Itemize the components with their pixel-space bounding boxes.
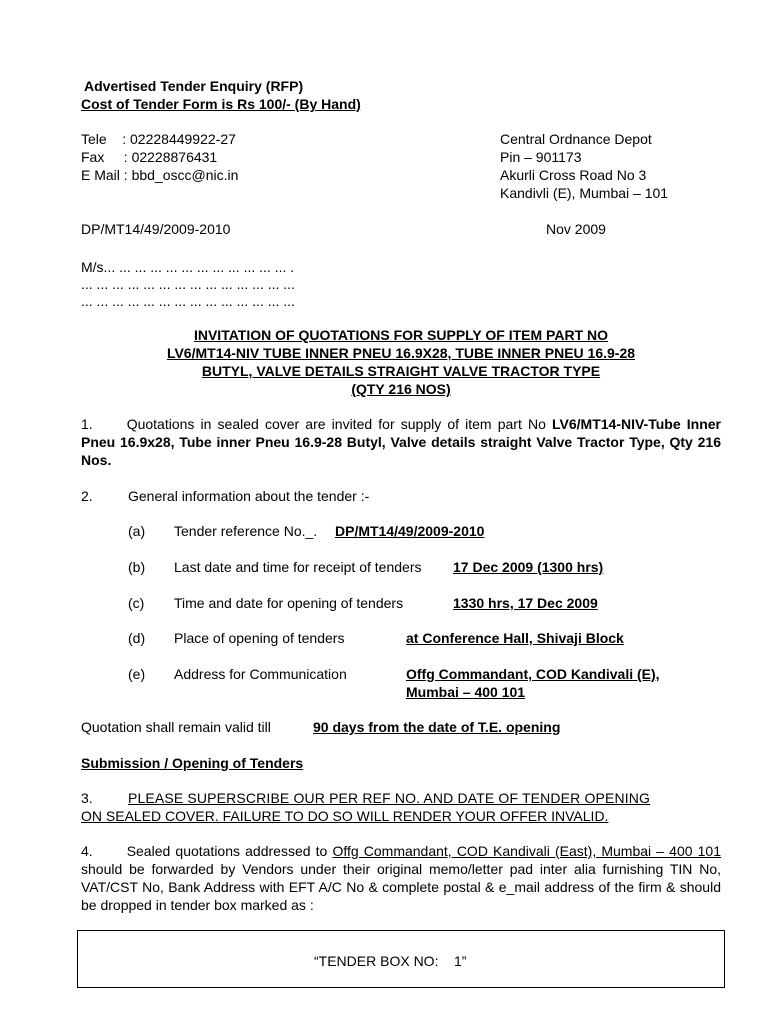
paragraph-3-number: 3.: [81, 790, 93, 806]
info-e-letter: (e): [128, 666, 146, 682]
invitation-line1: INVITATION OF QUOTATIONS FOR SUPPLY OF ITEM PART NO: [193, 327, 609, 343]
tele-line: Tele : 02228449922-27: [81, 131, 236, 147]
paragraph-3-line1: PLEASE SUPERSCRIBE OUR PER REF NO. AND DATE OF TENDER OPENING: [128, 790, 651, 806]
paragraph-4-address: Offg Commandant, COD Kandivali (East), Mumbai – 400 101: [332, 843, 721, 859]
paragraph-4: [81, 842, 721, 914]
invitation-line3: BUTYL, VALVE DETAILS STRAIGHT VALVE TRACTOR TYPE: [201, 363, 601, 379]
fax-line: Fax : 02228876431: [81, 149, 218, 165]
tender-box-label: “TENDER BOX NO: 1”: [314, 953, 467, 969]
paragraph-4-rest: should be forwarded by Vendors under their original memo/letter pad inter alia furnishing TIN No, VAT/CST No, Bank Address with EFT A/C No & complete postal & e_mail address of the firm & should be dropped in tender box marked as :: [81, 861, 721, 913]
validity-value: 90 days from the date of T.E. opening: [313, 719, 561, 735]
paragraph-1-item: LV6/MT14-NIV-Tube Inner Pneu 16.9x28, Tube inner Pneu 16.9-28 Butyl, Valve details straight Valve Tractor Type, Qty 216 Nos.: [81, 416, 721, 468]
paragraph-1-text: Quotations in sealed cover are invited for supply of item part No: [126, 416, 553, 432]
validity-label: Quotation shall remain valid till: [81, 719, 271, 735]
address-line2: Pin – 901173: [500, 149, 582, 165]
paragraph-1-number: 1.: [81, 416, 93, 432]
email-line: E Mail : bbd_oscc@nic.in: [81, 167, 239, 183]
info-d-label: Place of opening of tenders: [174, 630, 345, 646]
title-line1: Advertised Tender Enquiry (RFP): [84, 78, 304, 94]
paragraph-2-text: General information about the tender :-: [128, 488, 370, 504]
paragraph-4-number: 4.: [81, 843, 93, 859]
info-c-value: 1330 hrs, 17 Dec 2009: [453, 595, 598, 611]
ms-line2: ... ... ... ... ... ... ... ... ... ... ... ... ... ...: [81, 276, 295, 292]
info-e-value-line2: Mumbai – 400 101: [406, 684, 526, 700]
submission-heading: Submission / Opening of Tenders: [81, 755, 304, 771]
reference-date: Nov 2009: [546, 221, 606, 237]
address-line4: Kandivli (E), Mumbai – 101: [500, 185, 669, 201]
address-line3: Akurli Cross Road No 3: [500, 167, 647, 183]
info-a-letter: (a): [128, 523, 146, 539]
ms-line3: ... ... ... ... ... ... ... ... ... ... ... ... ... ...: [81, 293, 295, 309]
info-a-value: DP/MT14/49/2009-2010: [335, 523, 485, 539]
info-c-label: Time and date for opening of tenders: [174, 595, 404, 611]
invitation-line4: (QTY 216 NOS): [351, 381, 451, 397]
info-e-value: Offg Commandant, COD Kandivali (E),: [406, 666, 660, 682]
paragraph-3-line2: ON SEALED COVER. FAILURE TO DO SO WILL RENDER YOUR OFFER INVALID.: [81, 808, 609, 824]
info-b-label: Last date and time for receipt of tenders: [174, 559, 422, 575]
ms-line1: M/s... ... ... ... ... ... ... ... ... ... ... ... .: [81, 259, 295, 275]
info-a-label: Tender reference No._.: [174, 523, 318, 539]
info-d-value: at Conference Hall, Shivaji Block: [406, 630, 624, 646]
invitation-line2: LV6/MT14-NIV TUBE INNER PNEU 16.9X28, TUBE INNER PNEU 16.9-28: [166, 345, 636, 361]
paragraph-4-lead: Sealed quotations addressed to: [126, 843, 333, 859]
info-c-letter: (c): [128, 595, 145, 611]
title-line2: Cost of Tender Form is Rs 100/- (By Hand): [81, 96, 361, 112]
info-b-value: 17 Dec 2009 (1300 hrs): [453, 559, 604, 575]
paragraph-2-number: 2.: [81, 488, 93, 504]
reference-number: DP/MT14/49/2009-2010: [81, 221, 231, 237]
info-d-letter: (d): [128, 630, 146, 646]
address-line1: Central Ordnance Depot: [500, 131, 652, 147]
paragraph-1: [81, 415, 721, 469]
tender-box-frame: [77, 930, 725, 988]
info-e-label: Address for Communication: [174, 666, 347, 682]
info-b-letter: (b): [128, 559, 146, 575]
